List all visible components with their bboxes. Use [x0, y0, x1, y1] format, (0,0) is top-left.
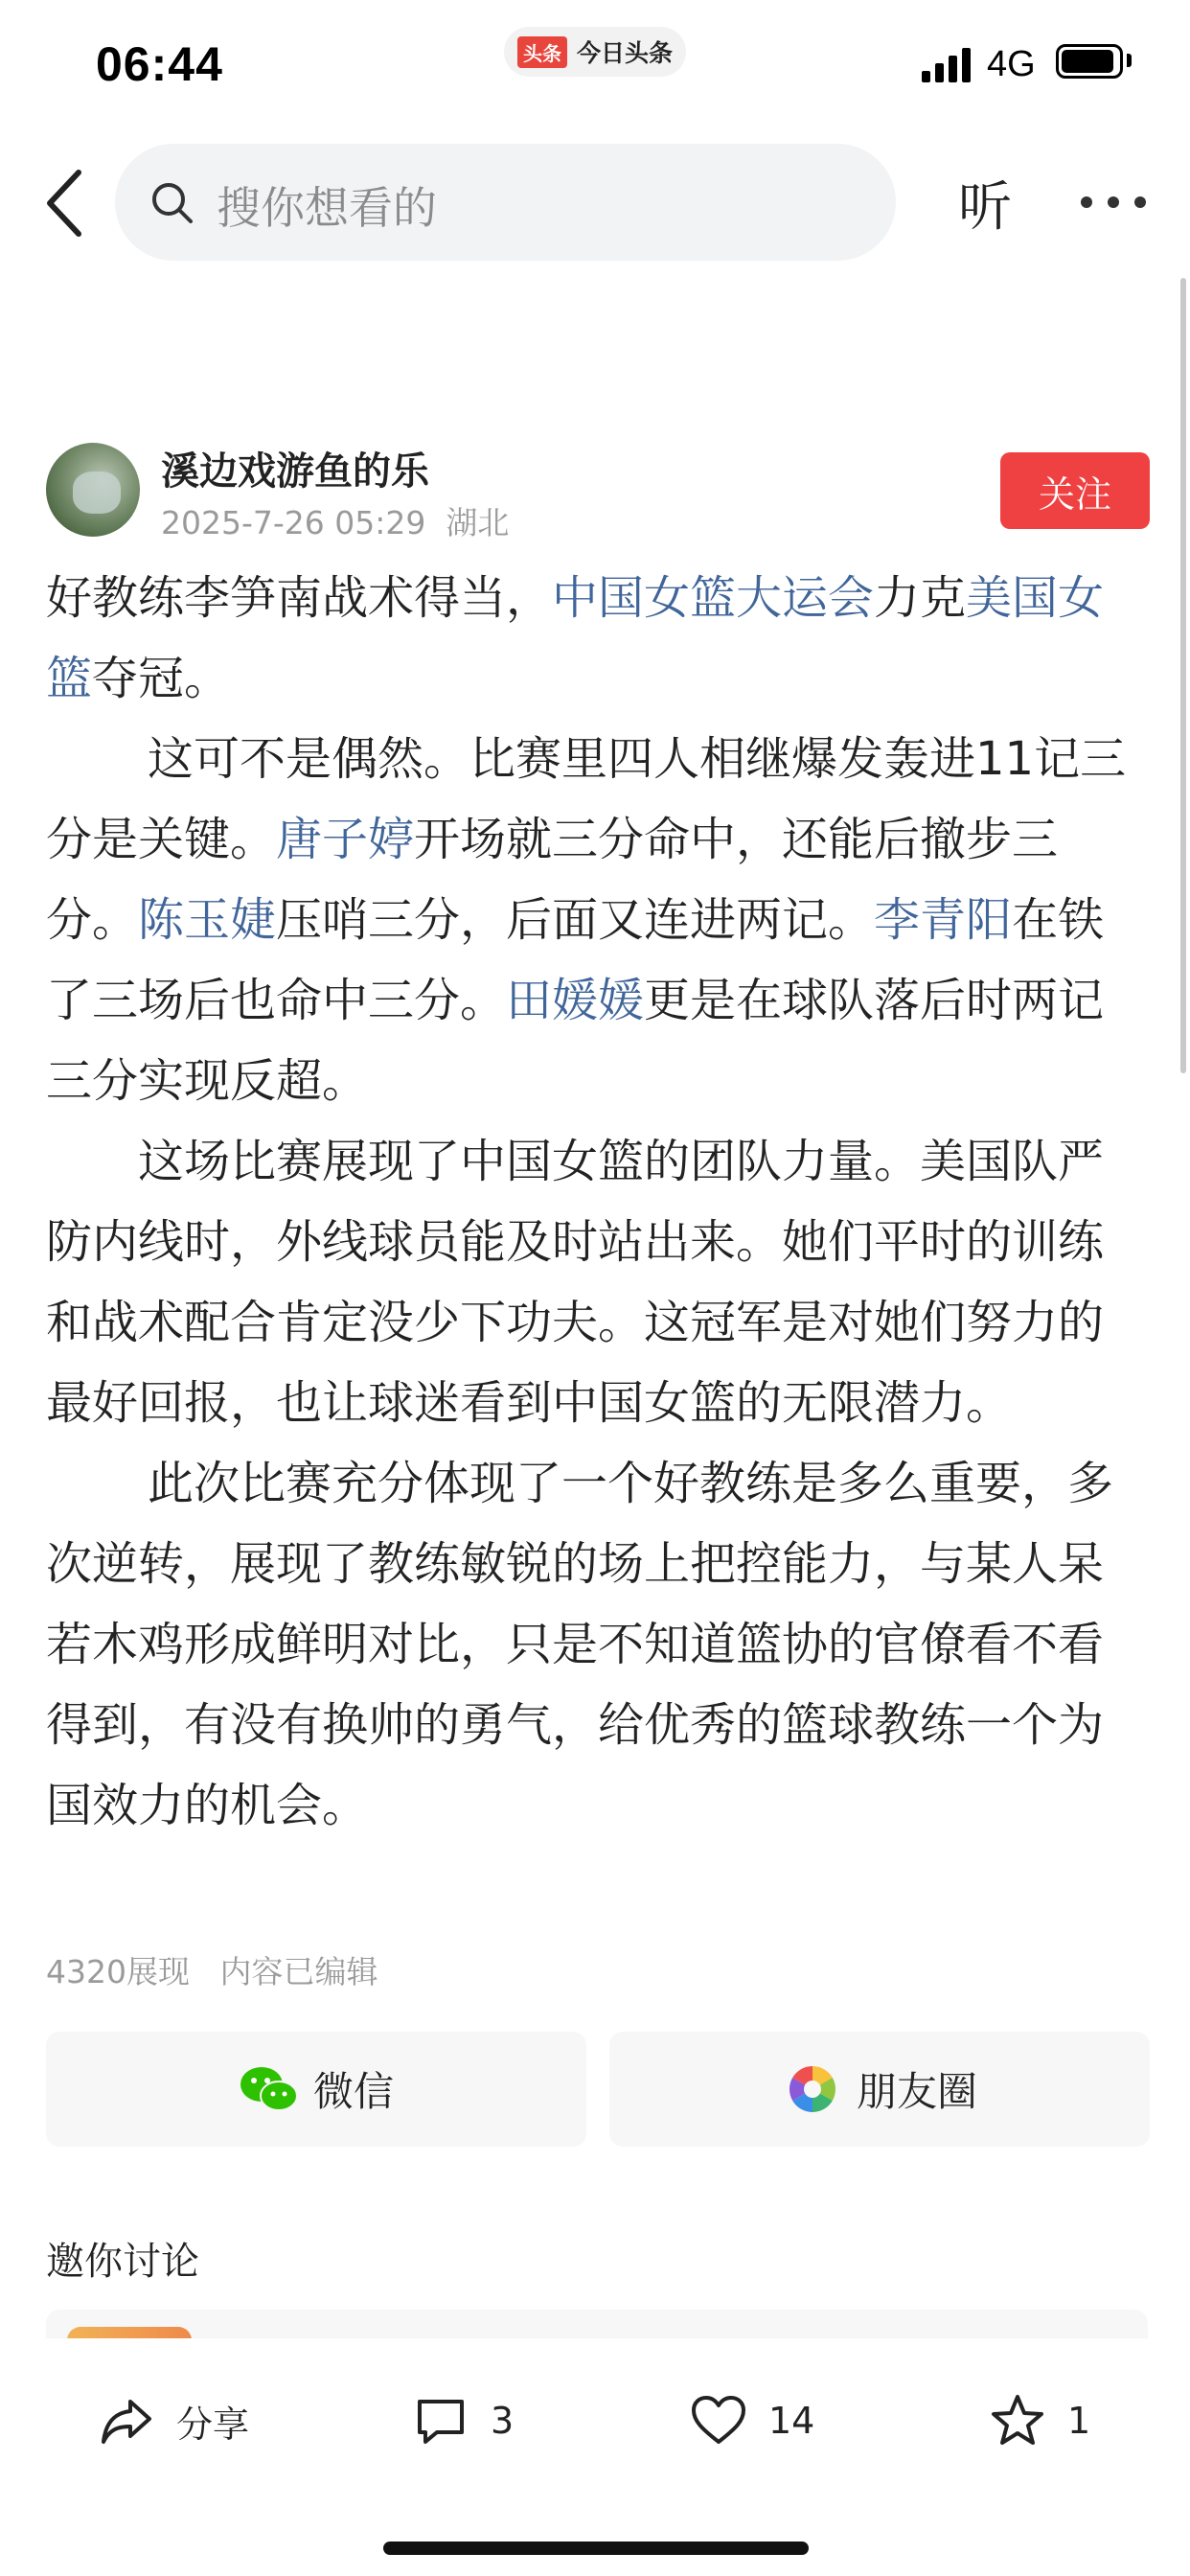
paragraph-3 [46, 1121, 1148, 1443]
home-indicator[interactable] [383, 2542, 809, 2555]
text: 压哨三分，后面又连进两记。 [276, 893, 875, 947]
favorite-count: 1 [1067, 2400, 1091, 2442]
back-icon[interactable] [40, 165, 98, 242]
paragraph-4 [46, 1443, 1148, 1846]
text: 更是在球队落后时两记三分实现反超。 [46, 974, 1105, 1108]
text: 好教练李笋南战术得当， [46, 571, 553, 625]
wechat-share-button[interactable] [46, 2032, 586, 2147]
text: 这可不是偶然。比赛里四人相继爆发轰进11记三分是关键。 [46, 732, 1127, 866]
moments-icon [782, 2063, 843, 2115]
text: 开场就三分命中，还能后撤步三分。 [46, 813, 1059, 947]
author-name[interactable]: 溪边戏游鱼的乐 [161, 449, 429, 494]
player-link[interactable]: 唐子婷 [276, 813, 415, 866]
search-icon [149, 180, 195, 226]
search-placeholder: 搜你想看的 [217, 182, 437, 234]
follow-button[interactable]: 关注 [1000, 452, 1150, 529]
text: 这场比赛展现了中国女篮的团队力量。美国队严防内线时，外线球员能及时站出来。她们平时的训练和战术配合肯定没少下功夫。这冠军是对她们努力的最好回报，也让球迷看到中国女篮的无限潜力。 [46, 1135, 1105, 1430]
post-date: 2025-7-26 05:29 [161, 504, 426, 541]
share-button[interactable] [98, 2392, 249, 2450]
scrollbar[interactable] [1180, 278, 1186, 1073]
more-icon[interactable] [1081, 196, 1146, 210]
edited-note: 内容已编辑 [219, 1953, 378, 1990]
status-time: 06:44 [96, 37, 223, 91]
moments-share-button[interactable] [609, 2032, 1150, 2147]
listen-button[interactable]: 听 [958, 176, 1012, 239]
app-badge: 头条 [517, 36, 567, 68]
signal-icon [922, 48, 973, 82]
wechat-icon [239, 2063, 300, 2115]
moments-label: 朋友圈 [856, 2068, 977, 2115]
search-input[interactable] [115, 144, 896, 261]
comment-icon [412, 2392, 469, 2450]
text: 在铁了三场后也命中三分。 [46, 893, 1105, 1027]
view-count: 4320展现 [46, 1953, 190, 1990]
player-link[interactable]: 田媛媛 [506, 974, 645, 1027]
topic-link[interactable]: 中国女篮大运会 [552, 571, 875, 625]
favorite-button[interactable] [989, 2392, 1090, 2450]
discuss-title: 邀你讨论 [46, 2240, 199, 2284]
status-app-indicator[interactable] [504, 27, 686, 77]
post-location: 湖北 [446, 504, 510, 541]
article-body [46, 558, 1148, 1846]
text: 此次比赛充分体现了一个好教练是多么重要，多次逆转，展现了教练敏锐的场上把控能力，与某人呆若木鸡形成鲜明对比，只是不知道篮协的官僚看不看得到，有没有换帅的勇气，给优秀的篮球教练一个为国效力的机会。 [46, 1457, 1114, 1832]
star-icon [989, 2392, 1046, 2450]
like-count: 14 [768, 2400, 815, 2442]
share-icon [98, 2392, 155, 2450]
share-label: 分享 [176, 2403, 250, 2446]
avatar[interactable] [46, 443, 140, 537]
network-label: 4G [987, 44, 1036, 84]
player-link[interactable]: 李青阳 [874, 893, 1013, 947]
topic-link[interactable]: 美国女篮 [46, 571, 1105, 705]
like-button[interactable] [690, 2392, 814, 2450]
battery-icon [1056, 44, 1123, 79]
bottom-action-bar [0, 2338, 1190, 2576]
comment-count: 3 [491, 2400, 515, 2442]
paragraph-1 [46, 558, 1148, 719]
wechat-label: 微信 [312, 2068, 394, 2115]
post-meta [161, 498, 509, 543]
post-stats [46, 1947, 378, 1992]
text: 力克 [874, 571, 967, 625]
text: 夺冠。 [92, 652, 231, 705]
app-name: 今日头条 [576, 39, 673, 67]
like-icon [690, 2392, 747, 2450]
paragraph-2 [46, 719, 1148, 1121]
comment-button[interactable] [412, 2392, 514, 2450]
battery-tip [1127, 54, 1132, 67]
player-link[interactable]: 陈玉婕 [138, 893, 277, 947]
